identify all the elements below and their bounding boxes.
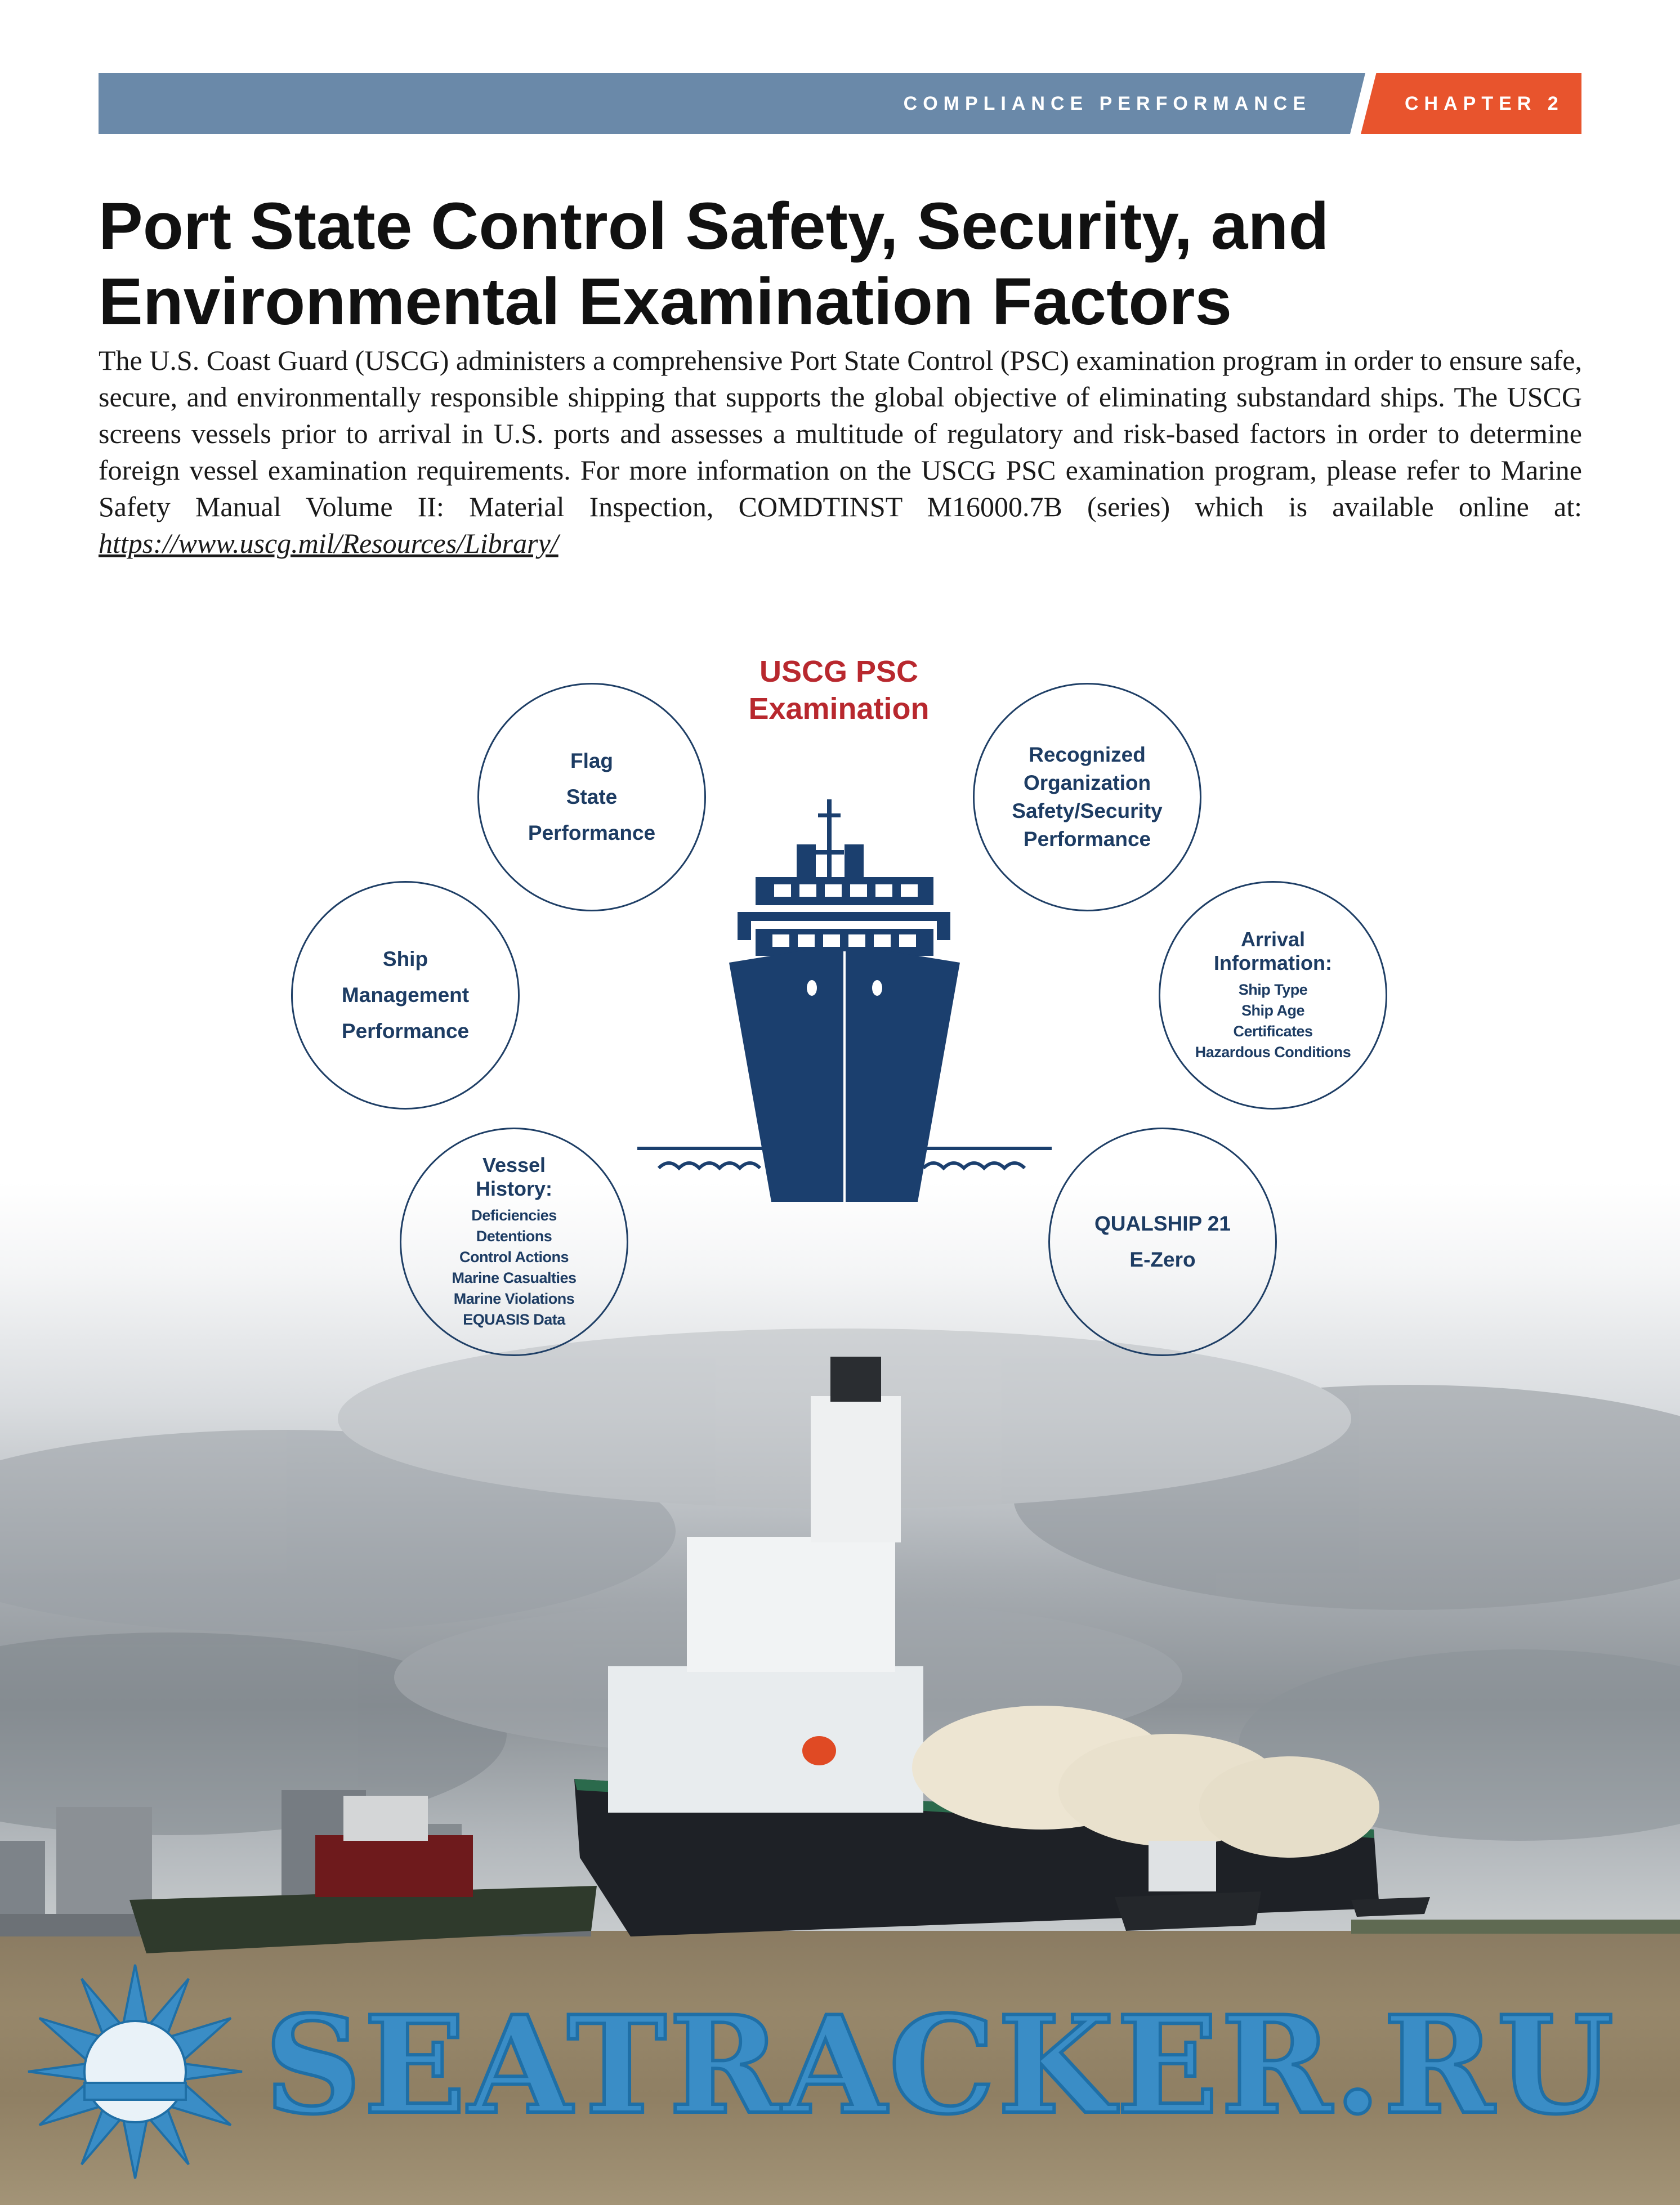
ship-mgmt-line3: Performance <box>341 1019 470 1043</box>
vessel-history-item-marine-casualties: Marine Casualties <box>452 1269 577 1286</box>
ro-line4: Performance <box>1023 828 1151 851</box>
arrival-item-hazardous-conditions: Hazardous Conditions <box>1195 1044 1351 1061</box>
watermark <box>0 1931 1680 2205</box>
vessel-history-item-deficiencies: Deficiencies <box>471 1207 557 1224</box>
vessel-history-item-equasis-data: EQUASIS Data <box>463 1311 565 1328</box>
sun-logo-icon <box>23 1959 248 2184</box>
ro-line3: Safety/Security <box>1012 799 1163 822</box>
circle-recognized-organization <box>973 683 1201 911</box>
vessel-history-item-detentions: Detentions <box>476 1228 552 1245</box>
watermark-text: SEATRACKER.RU <box>265 1987 1616 2144</box>
vessel-history-head2: History: <box>475 1177 553 1200</box>
arrival-item-certificates: Certificates <box>1233 1023 1313 1040</box>
qualship-line1: QUALSHIP 21 <box>1094 1212 1231 1235</box>
diagram-center-title <box>698 653 980 727</box>
circle-qualship-21 <box>1048 1128 1277 1356</box>
header-chapter-label: CHAPTER 2 <box>1405 93 1564 114</box>
circle-ship-management-performance <box>291 881 520 1110</box>
ship-mgmt-line2: Management <box>341 983 470 1007</box>
ship-mgmt-line1: Ship <box>382 947 428 970</box>
library-link[interactable]: https://www.uscg.mil/Resources/Library/ <box>99 527 558 559</box>
page-title <box>99 189 1574 339</box>
page-title-line2: Environmental Examination Factors <box>99 265 1232 339</box>
flag-line2: State <box>566 785 618 808</box>
arrival-head1: Arrival <box>1240 928 1306 951</box>
qualship-line2: E-Zero <box>1129 1248 1196 1271</box>
circle-vessel-history <box>400 1128 628 1356</box>
intro-paragraph <box>99 342 1582 562</box>
ro-line2: Organization <box>1023 771 1151 794</box>
header-section-label: COMPLIANCE PERFORMANCE <box>903 93 1311 114</box>
diagram-center-title-line2: Examination <box>748 692 930 726</box>
arrival-head2: Information: <box>1214 951 1332 974</box>
flag-line1: Flag <box>570 749 614 772</box>
intro-text: The U.S. Coast Guard (USCG) administers a comprehensive Port State Control (PSC) examination program in order to ensure safe, secure, and environmentally responsible shipping that supports the global objective of eliminating substandard ships. The USCG screens vessels prior to arrival in U.S. ports and assesses a multitude of regulatory and risk-based factors in order to determine foreign vessel examination requirements. For more information on the USCG PSC examination program, please refer to Marine Safety Manual Volume II: Material Inspection, COMDTINST M16000.7B (series) which is available online at: <box>99 345 1582 522</box>
arrival-item-ship-age: Ship Age <box>1241 1002 1304 1019</box>
vessel-history-item-control-actions: Control Actions <box>459 1249 569 1265</box>
flag-line3: Performance <box>528 821 656 844</box>
circle-arrival-information <box>1159 881 1387 1110</box>
diagram-center-title-line1: USCG PSC <box>759 655 919 688</box>
vessel-history-item-marine-violations: Marine Violations <box>453 1290 575 1307</box>
ro-line1: Recognized <box>1029 743 1146 766</box>
arrival-item-ship-type: Ship Type <box>1238 981 1308 998</box>
header-band <box>99 73 1581 134</box>
page-title-line1: Port State Control Safety, Security, and <box>99 189 1329 263</box>
vessel-history-head1: Vessel <box>482 1153 546 1177</box>
circle-flag-state-performance <box>477 683 706 911</box>
